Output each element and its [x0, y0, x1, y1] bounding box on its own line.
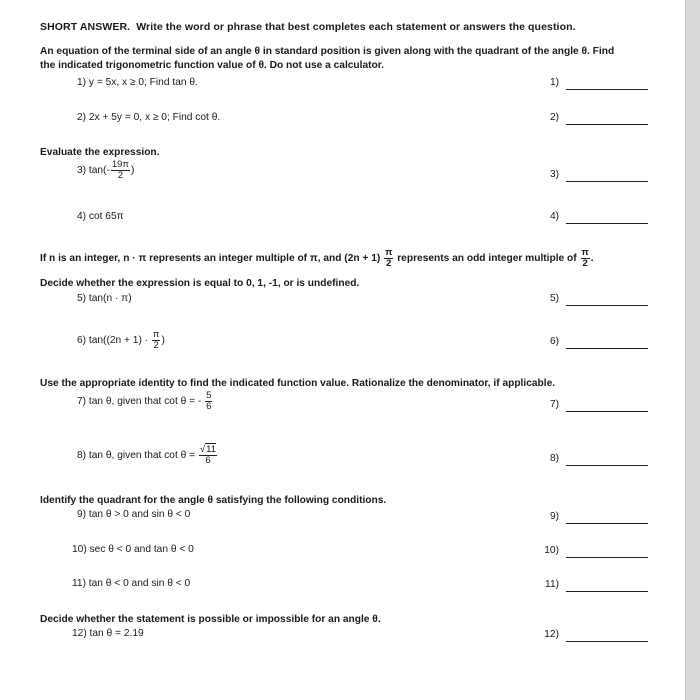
- question-7-prefix: 7) tan θ, given that cot θ = -: [77, 396, 205, 408]
- frac-numerator: 5: [206, 390, 212, 401]
- answer-4-blank[interactable]: [566, 223, 648, 224]
- question-4-text: 4) cot 65π: [77, 211, 124, 222]
- answer-1-blank[interactable]: [566, 89, 648, 90]
- section-instruction: Write the word or phrase that best completes each statement or answers the question.: [136, 21, 576, 33]
- frac-denominator: 2: [117, 170, 124, 181]
- answer-6-blank[interactable]: [566, 348, 648, 349]
- question-10-text: 10) sec θ < 0 and tan θ < 0: [72, 544, 194, 555]
- answer-9-blank[interactable]: [566, 523, 648, 524]
- section5-instruction: Identify the quadrant for the angle θ satisfying the following conditions.: [40, 495, 387, 506]
- section4-instruction: Use the appropriate identity to find the indicated function value. Rationalize the denominator, if applicable.: [40, 378, 556, 389]
- answer-5-blank[interactable]: [566, 305, 648, 306]
- fraction-19pi-over-2: [111, 160, 130, 181]
- answer-10-blank[interactable]: [566, 557, 648, 558]
- page-edge-scrollbar[interactable]: [685, 0, 700, 700]
- radicand: 11: [206, 444, 217, 455]
- answer-8-blank[interactable]: [566, 465, 648, 466]
- answer-12-number: 12): [544, 629, 559, 640]
- question-11-text: 11) tan θ < 0 and sin θ < 0: [72, 578, 191, 589]
- frac-numerator: 19π: [111, 159, 129, 170]
- frac-denominator: 6: [206, 401, 212, 412]
- answer-6-number: 6): [549, 336, 559, 347]
- question-5-text: 5) tan(n · π): [77, 293, 132, 304]
- answer-7-number: 7): [549, 399, 559, 410]
- fraction-pi-over-2: [581, 248, 590, 269]
- question-9-text: 9) tan θ > 0 and sin θ < 0: [77, 509, 191, 520]
- answer-10-number: 10): [544, 545, 559, 556]
- section1-instruction-line2: the indicated trigonometric function value of θ. Do not use a calculator.: [40, 60, 385, 71]
- section3-line1-end: .: [590, 253, 594, 265]
- section2-instruction: Evaluate the expression.: [40, 147, 160, 158]
- frac-numerator: π: [385, 247, 393, 258]
- frac-denominator: 6: [205, 455, 211, 466]
- question-2-text: 2) 2x + 5y = 0, x ≥ 0; Find cot θ.: [77, 112, 221, 123]
- answer-3-blank[interactable]: [566, 181, 648, 182]
- section3-line1-b: represents an odd integer multiple of: [397, 253, 577, 265]
- answer-11-number: 11): [545, 579, 559, 590]
- answer-8-number: 8): [549, 453, 559, 464]
- question-6: [77, 330, 165, 351]
- question-7: [77, 391, 213, 412]
- answer-2-blank[interactable]: [566, 124, 648, 125]
- section3-line1-a: If n is an integer, n · π represents an integer multiple of π, and (2n + 1): [40, 253, 381, 265]
- question-12-text: 12) tan θ = 2.19: [72, 628, 144, 639]
- frac-denominator: 2: [582, 258, 588, 269]
- answer-2-number: 2): [549, 112, 559, 123]
- frac-numerator: π: [581, 247, 589, 258]
- section-label: SHORT ANSWER.: [40, 21, 131, 33]
- question-3-suffix: ): [130, 165, 135, 177]
- section6-instruction: Decide whether the statement is possible or impossible for an angle θ.: [40, 614, 381, 625]
- section3-instruction-line2: Decide whether the expression is equal to 0, 1, -1, or is undefined.: [40, 278, 360, 289]
- fraction-pi-over-2: [152, 330, 161, 351]
- frac-numerator: π: [152, 329, 160, 340]
- page-header: [40, 21, 576, 33]
- fraction-sqrt11-over-6: [199, 445, 217, 466]
- fraction-pi-over-2: [384, 248, 393, 269]
- sqrt-sign: √: [199, 444, 206, 455]
- answer-7-blank[interactable]: [566, 411, 648, 412]
- answer-12-blank[interactable]: [566, 641, 648, 642]
- fraction-5-over-6: [205, 391, 212, 412]
- answer-4-number: 4): [549, 211, 559, 222]
- question-1-text: 1) y = 5x, x ≥ 0; Find tan θ.: [77, 77, 198, 88]
- answer-9-number: 9): [549, 511, 559, 522]
- section3-instruction-line1: [40, 248, 594, 269]
- answer-3-number: 3): [549, 169, 559, 180]
- frac-denominator: 2: [153, 340, 159, 351]
- question-3: [77, 160, 134, 181]
- question-6-prefix: 6) tan((2n + 1) ·: [77, 335, 151, 347]
- section1-instruction-line1: An equation of the terminal side of an angle θ in standard position is given along with the quadrant of the angle θ. Find: [40, 46, 615, 57]
- question-8-prefix: 8) tan θ, given that cot θ =: [77, 450, 198, 462]
- question-6-suffix: ): [161, 335, 165, 347]
- answer-1-number: 1): [549, 77, 559, 88]
- frac-denominator: 2: [386, 258, 392, 269]
- answer-11-blank[interactable]: [566, 591, 648, 592]
- question-3-prefix: 3) tan(-: [77, 165, 110, 177]
- question-8: [77, 445, 218, 466]
- answer-5-number: 5): [549, 293, 559, 304]
